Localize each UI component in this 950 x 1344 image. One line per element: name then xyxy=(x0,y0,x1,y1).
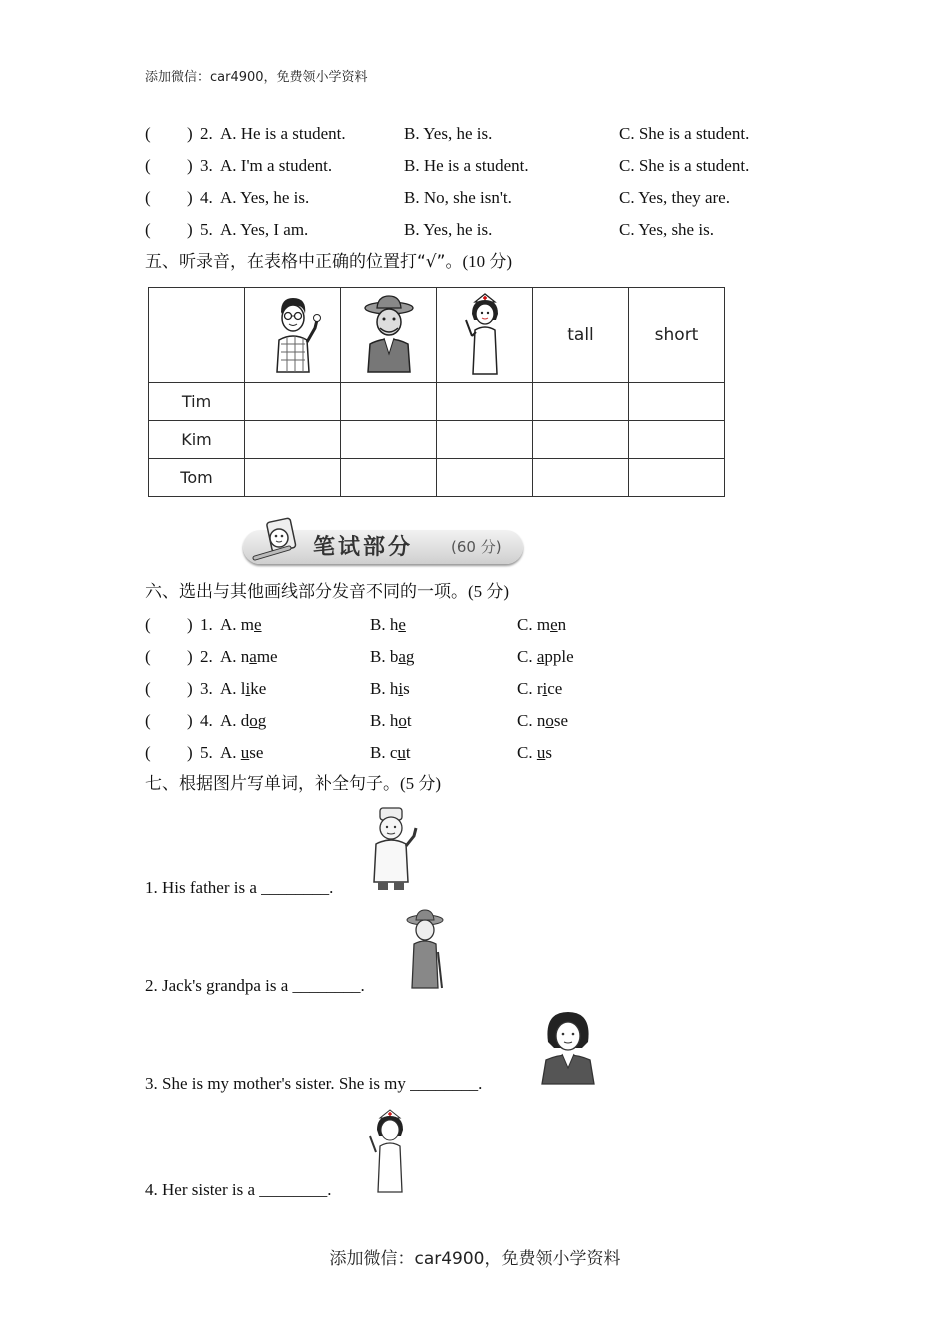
option-suffix: s xyxy=(545,743,552,762)
table-cell[interactable] xyxy=(245,421,341,459)
option-prefix: C. n xyxy=(517,711,546,730)
section-7-score: (5 分) xyxy=(400,774,442,793)
answer-paren-open[interactable]: ( xyxy=(145,743,151,762)
option-b: B. He is a student. xyxy=(404,156,529,175)
boy-with-glasses-icon xyxy=(263,292,323,374)
section-5-score: (10 分) xyxy=(462,252,513,271)
option-prefix: A. m xyxy=(220,615,254,634)
question-number: 2. xyxy=(200,124,213,143)
option-suffix: me xyxy=(256,647,278,666)
option-b: B. No, she isn't. xyxy=(404,188,512,207)
table-cell[interactable] xyxy=(437,383,533,421)
option-b xyxy=(370,709,412,733)
option-c xyxy=(517,709,568,733)
question-number: 4. xyxy=(200,188,213,207)
underlined-letter: e xyxy=(254,615,262,634)
option-prefix: A. l xyxy=(220,679,246,698)
table-cell[interactable] xyxy=(245,459,341,497)
woman-aunt-icon xyxy=(536,1008,600,1086)
option-c: C. Yes, they are. xyxy=(619,188,730,207)
table-cell[interactable] xyxy=(533,459,629,497)
page-footer: 添加微信：car4900，免费领小学资料 xyxy=(329,1249,621,1269)
question-number: 3. xyxy=(200,156,213,175)
option-suffix: g xyxy=(405,647,415,666)
section-5-title xyxy=(145,250,512,274)
option-c: C. She is a student. xyxy=(619,124,750,143)
nurse-small-icon xyxy=(362,1106,418,1196)
question-number: 3. xyxy=(200,679,213,698)
underlined-letter: a xyxy=(249,647,257,666)
table-header-short: short xyxy=(629,288,725,383)
pencil-book-icon xyxy=(249,514,309,568)
section-6-title-text: 六、选出与其他画线部分发音不同的一项。 xyxy=(145,582,468,602)
answer-paren-open[interactable]: ( xyxy=(145,124,151,143)
underlined-letter: e xyxy=(398,615,406,634)
table-cell[interactable] xyxy=(245,383,341,421)
option-suffix: t xyxy=(405,743,411,762)
underlined-letter: o xyxy=(249,711,258,730)
question-number: 1. xyxy=(200,615,213,634)
option-c xyxy=(517,645,574,669)
option-a: A. Yes, he is. xyxy=(220,188,310,207)
option-prefix: B. b xyxy=(370,647,399,666)
option-suffix: t xyxy=(406,711,412,730)
answer-paren-open[interactable]: ( xyxy=(145,647,151,666)
option-c: C. Yes, she is. xyxy=(619,220,714,239)
table-row-label-kim: Kim xyxy=(149,421,245,459)
table-header-nurse xyxy=(437,288,533,383)
table-cell[interactable] xyxy=(341,383,437,421)
question-7-3: 3. She is my mother's sister. She is my ________. xyxy=(145,1074,483,1093)
option-b xyxy=(370,613,406,637)
answer-paren-close: ) xyxy=(187,711,193,730)
option-c xyxy=(517,613,566,637)
underlined-letter: u xyxy=(240,743,250,762)
underlined-letter: i xyxy=(245,679,251,698)
option-prefix: B. c xyxy=(370,743,398,762)
table-cell[interactable] xyxy=(629,459,725,497)
option-suffix: ce xyxy=(547,679,563,698)
option-suffix: n xyxy=(557,615,567,634)
option-suffix: pple xyxy=(544,647,574,666)
listening-table xyxy=(148,287,725,497)
option-prefix: B. h xyxy=(370,615,399,634)
section-5-title-text: 五、听录音，在表格中正确的位置打“√”。 xyxy=(145,252,463,272)
option-prefix: C. xyxy=(517,647,537,666)
answer-paren-close: ) xyxy=(187,220,193,239)
table-header-farmer xyxy=(341,288,437,383)
option-c: C. She is a student. xyxy=(619,156,750,175)
answer-paren-close: ) xyxy=(187,124,193,143)
option-suffix: s xyxy=(403,679,410,698)
option-b xyxy=(370,741,411,765)
section-6-score: (5 分) xyxy=(468,582,510,601)
option-prefix: B. h xyxy=(370,711,399,730)
question-number: 4. xyxy=(200,711,213,730)
option-prefix: C. r xyxy=(517,679,543,698)
option-b: B. Yes, he is. xyxy=(404,124,493,143)
option-a: A. He is a student. xyxy=(220,124,346,143)
answer-paren-close: ) xyxy=(187,188,193,207)
option-b xyxy=(370,645,414,669)
question-7-4: 4. Her sister is a ________. xyxy=(145,1180,332,1199)
written-part-banner xyxy=(235,514,527,568)
page-header: 添加微信：car4900，免费领小学资料 xyxy=(145,70,368,85)
doctor-icon xyxy=(360,806,422,892)
option-b: B. Yes, he is. xyxy=(404,220,493,239)
option-suffix: ke xyxy=(250,679,267,698)
option-prefix: A. xyxy=(220,743,241,762)
option-a xyxy=(220,709,266,733)
answer-paren-close: ) xyxy=(187,647,193,666)
table-cell[interactable] xyxy=(341,421,437,459)
option-suffix: se xyxy=(553,711,569,730)
table-row-label-tom: Tom xyxy=(149,459,245,497)
underlined-letter: a xyxy=(536,647,545,666)
table-row-label-tim: Tim xyxy=(149,383,245,421)
farmer-with-hat-icon xyxy=(358,292,420,374)
table-cell[interactable] xyxy=(533,383,629,421)
underlined-letter: u xyxy=(536,743,546,762)
option-suffix: g xyxy=(257,711,267,730)
section-7-title-text: 七、根据图片写单词，补全句子。 xyxy=(145,774,400,794)
question-7-2: 2. Jack's grandpa is a ________. xyxy=(145,976,365,995)
option-a xyxy=(220,645,278,669)
question-number: 2. xyxy=(200,647,213,666)
table-corner-cell xyxy=(149,288,245,383)
table-cell[interactable] xyxy=(629,421,725,459)
answer-paren-open[interactable]: ( xyxy=(145,188,151,207)
answer-paren-close: ) xyxy=(187,743,193,762)
underlined-letter: u xyxy=(397,743,406,762)
question-number: 5. xyxy=(200,220,213,239)
banner-score: (60 分) xyxy=(451,538,502,556)
answer-paren-open[interactable]: ( xyxy=(145,156,151,175)
option-a: A. I'm a student. xyxy=(220,156,333,175)
option-prefix: C. m xyxy=(517,615,551,634)
option-prefix: B. h xyxy=(370,679,399,698)
option-a: A. Yes, I am. xyxy=(220,220,309,239)
question-number: 5. xyxy=(200,743,213,762)
underlined-letter: a xyxy=(398,647,406,666)
option-c xyxy=(517,677,562,701)
answer-paren-close: ) xyxy=(187,615,193,634)
answer-paren-close: ) xyxy=(187,156,193,175)
answer-paren-open[interactable]: ( xyxy=(145,679,151,698)
nurse-icon xyxy=(460,290,510,376)
underlined-letter: e xyxy=(550,615,558,634)
table-cell[interactable] xyxy=(437,421,533,459)
table-cell[interactable] xyxy=(629,383,725,421)
option-prefix: A. d xyxy=(220,711,250,730)
underlined-letter: i xyxy=(398,679,404,698)
option-c xyxy=(517,741,552,765)
option-prefix: A. n xyxy=(220,647,250,666)
underlined-letter: i xyxy=(542,679,548,698)
table-cell[interactable] xyxy=(533,421,629,459)
old-farmer-icon xyxy=(396,908,454,990)
table-header-tall: tall xyxy=(533,288,629,383)
option-b xyxy=(370,677,410,701)
section-7-title xyxy=(145,772,441,796)
table-cell[interactable] xyxy=(437,459,533,497)
answer-paren-open[interactable]: ( xyxy=(145,615,151,634)
option-a xyxy=(220,741,263,765)
answer-paren-open[interactable]: ( xyxy=(145,220,151,239)
question-7-1: 1. His father is a ________. xyxy=(145,878,334,897)
banner-title: 笔试部分 xyxy=(313,535,414,560)
table-header-boy xyxy=(245,288,341,383)
section-6-title xyxy=(145,580,509,604)
option-a xyxy=(220,613,262,637)
answer-paren-close: ) xyxy=(187,679,193,698)
option-suffix: se xyxy=(249,743,264,762)
underlined-letter: o xyxy=(398,711,407,730)
answer-paren-open[interactable]: ( xyxy=(145,711,151,730)
table-cell[interactable] xyxy=(341,459,437,497)
underlined-letter: o xyxy=(545,711,554,730)
option-prefix: C. xyxy=(517,743,537,762)
option-a xyxy=(220,677,266,701)
